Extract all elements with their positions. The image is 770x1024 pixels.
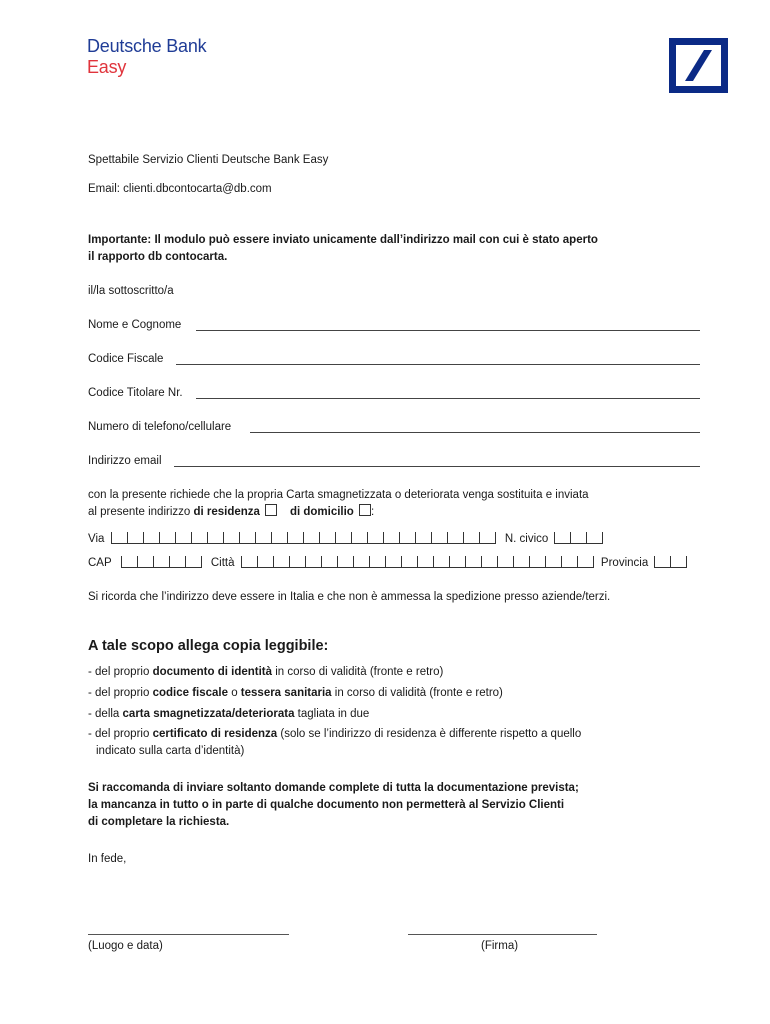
in-fede: In fede, [88, 853, 127, 865]
civico-field[interactable] [554, 532, 603, 544]
attachment-emphasis: codice fiscale [152, 687, 228, 699]
citta-field[interactable] [241, 556, 594, 568]
attachment-text: in corso di validità (fronte e retro) [331, 687, 503, 699]
domicile-checkbox[interactable] [359, 504, 371, 516]
attachments-heading: A tale scopo allega copia leggibile: [88, 638, 329, 654]
attachment-text: - del proprio [88, 666, 153, 678]
via-field[interactable] [111, 532, 496, 544]
via-label: Via [88, 533, 105, 545]
attachment-text: in corso di validità (fronte e retro) [272, 666, 444, 678]
attachment-text: - del proprio [88, 728, 153, 740]
address-note: Si ricorda che l’indirizzo deve essere in Italia e che non è ammessa la spedizione presso aziende/terzi. [88, 591, 611, 603]
attachment-text: (solo se l’indirizzo di residenza è differente rispetto a quello [277, 728, 582, 740]
attachment-item [88, 664, 443, 680]
warning-line-1: Si raccomanda di inviare soltanto domande complete di tutta la documentazione prevista; [88, 782, 579, 794]
email-field[interactable] [174, 466, 700, 467]
attachment-item-continuation: indicato sulla carta d’identità) [96, 745, 245, 757]
important-line-1: Importante: Il modulo può essere inviato unicamente dall’indirizzo mail con cui è stato aperto [88, 234, 598, 246]
attachment-item [88, 726, 581, 742]
place-date-label: (Luogo e data) [88, 940, 163, 952]
address-row [88, 531, 603, 547]
city-row [88, 555, 687, 571]
signature-label: (Firma) [481, 940, 519, 952]
request-colon: : [371, 506, 375, 518]
residence-option-label: di residenza [193, 506, 260, 518]
recipient-email: Email: clienti.dbcontocarta@db.com [88, 183, 272, 195]
tax-code-field[interactable] [176, 364, 700, 365]
holder-code-field[interactable] [196, 398, 700, 399]
phone-label: Numero di telefono/cellulare [88, 421, 232, 433]
warning-line-2: la mancanza in tutto o in parte di qualche documento non permetterà al Servizio Clienti [88, 799, 565, 811]
holder-code-label: Codice Titolare Nr. [88, 387, 183, 399]
tax-code-label: Codice Fiscale [88, 353, 164, 365]
attachment-text: - della [88, 708, 123, 720]
signature-field[interactable] [408, 934, 597, 935]
important-line-2: il rapporto db contocarta. [88, 251, 228, 263]
attachment-item [88, 685, 503, 701]
phone-field[interactable] [250, 432, 700, 433]
form-intro: il/la sottoscritto/a [88, 285, 174, 297]
cap-label: CAP [88, 557, 112, 569]
attachment-emphasis: certificato di residenza [152, 728, 278, 740]
request-line-2 [88, 504, 374, 520]
domicile-option-label: di domicilio [289, 506, 354, 518]
name-label: Nome e Cognome [88, 319, 182, 331]
deutsche-bank-logo-icon [669, 38, 728, 93]
brand-name: Deutsche Bank [87, 36, 207, 56]
request-line-1: con la presente richiede che la propria Carta smagnetizzata o deteriorata venga sostituita e inviata [88, 489, 589, 501]
attachment-emphasis: carta smagnetizzata/deteriorata [122, 708, 295, 720]
provincia-label: Provincia [600, 557, 649, 569]
place-date-field[interactable] [88, 934, 289, 935]
civico-label: N. civico [504, 533, 549, 545]
attachment-emphasis: tessera sanitaria [240, 687, 332, 699]
recipient: Spettabile Servizio Clienti Deutsche Bank Easy [88, 154, 329, 166]
request-prefix: al presente indirizzo [88, 506, 191, 518]
warning-line-3: di completare la richiesta. [88, 816, 230, 828]
name-field[interactable] [196, 330, 700, 331]
brand-subname: Easy [87, 57, 127, 77]
provincia-field[interactable] [654, 556, 687, 568]
attachment-text: - del proprio [88, 687, 153, 699]
citta-label: Città [210, 557, 235, 569]
residence-checkbox[interactable] [265, 504, 277, 516]
attachment-text: o [228, 687, 241, 699]
attachment-text: tagliata in due [294, 708, 370, 720]
attachment-item [88, 706, 369, 722]
cap-field[interactable] [121, 556, 202, 568]
attachment-emphasis: documento di identità [152, 666, 273, 678]
email-label: Indirizzo email [88, 455, 162, 467]
